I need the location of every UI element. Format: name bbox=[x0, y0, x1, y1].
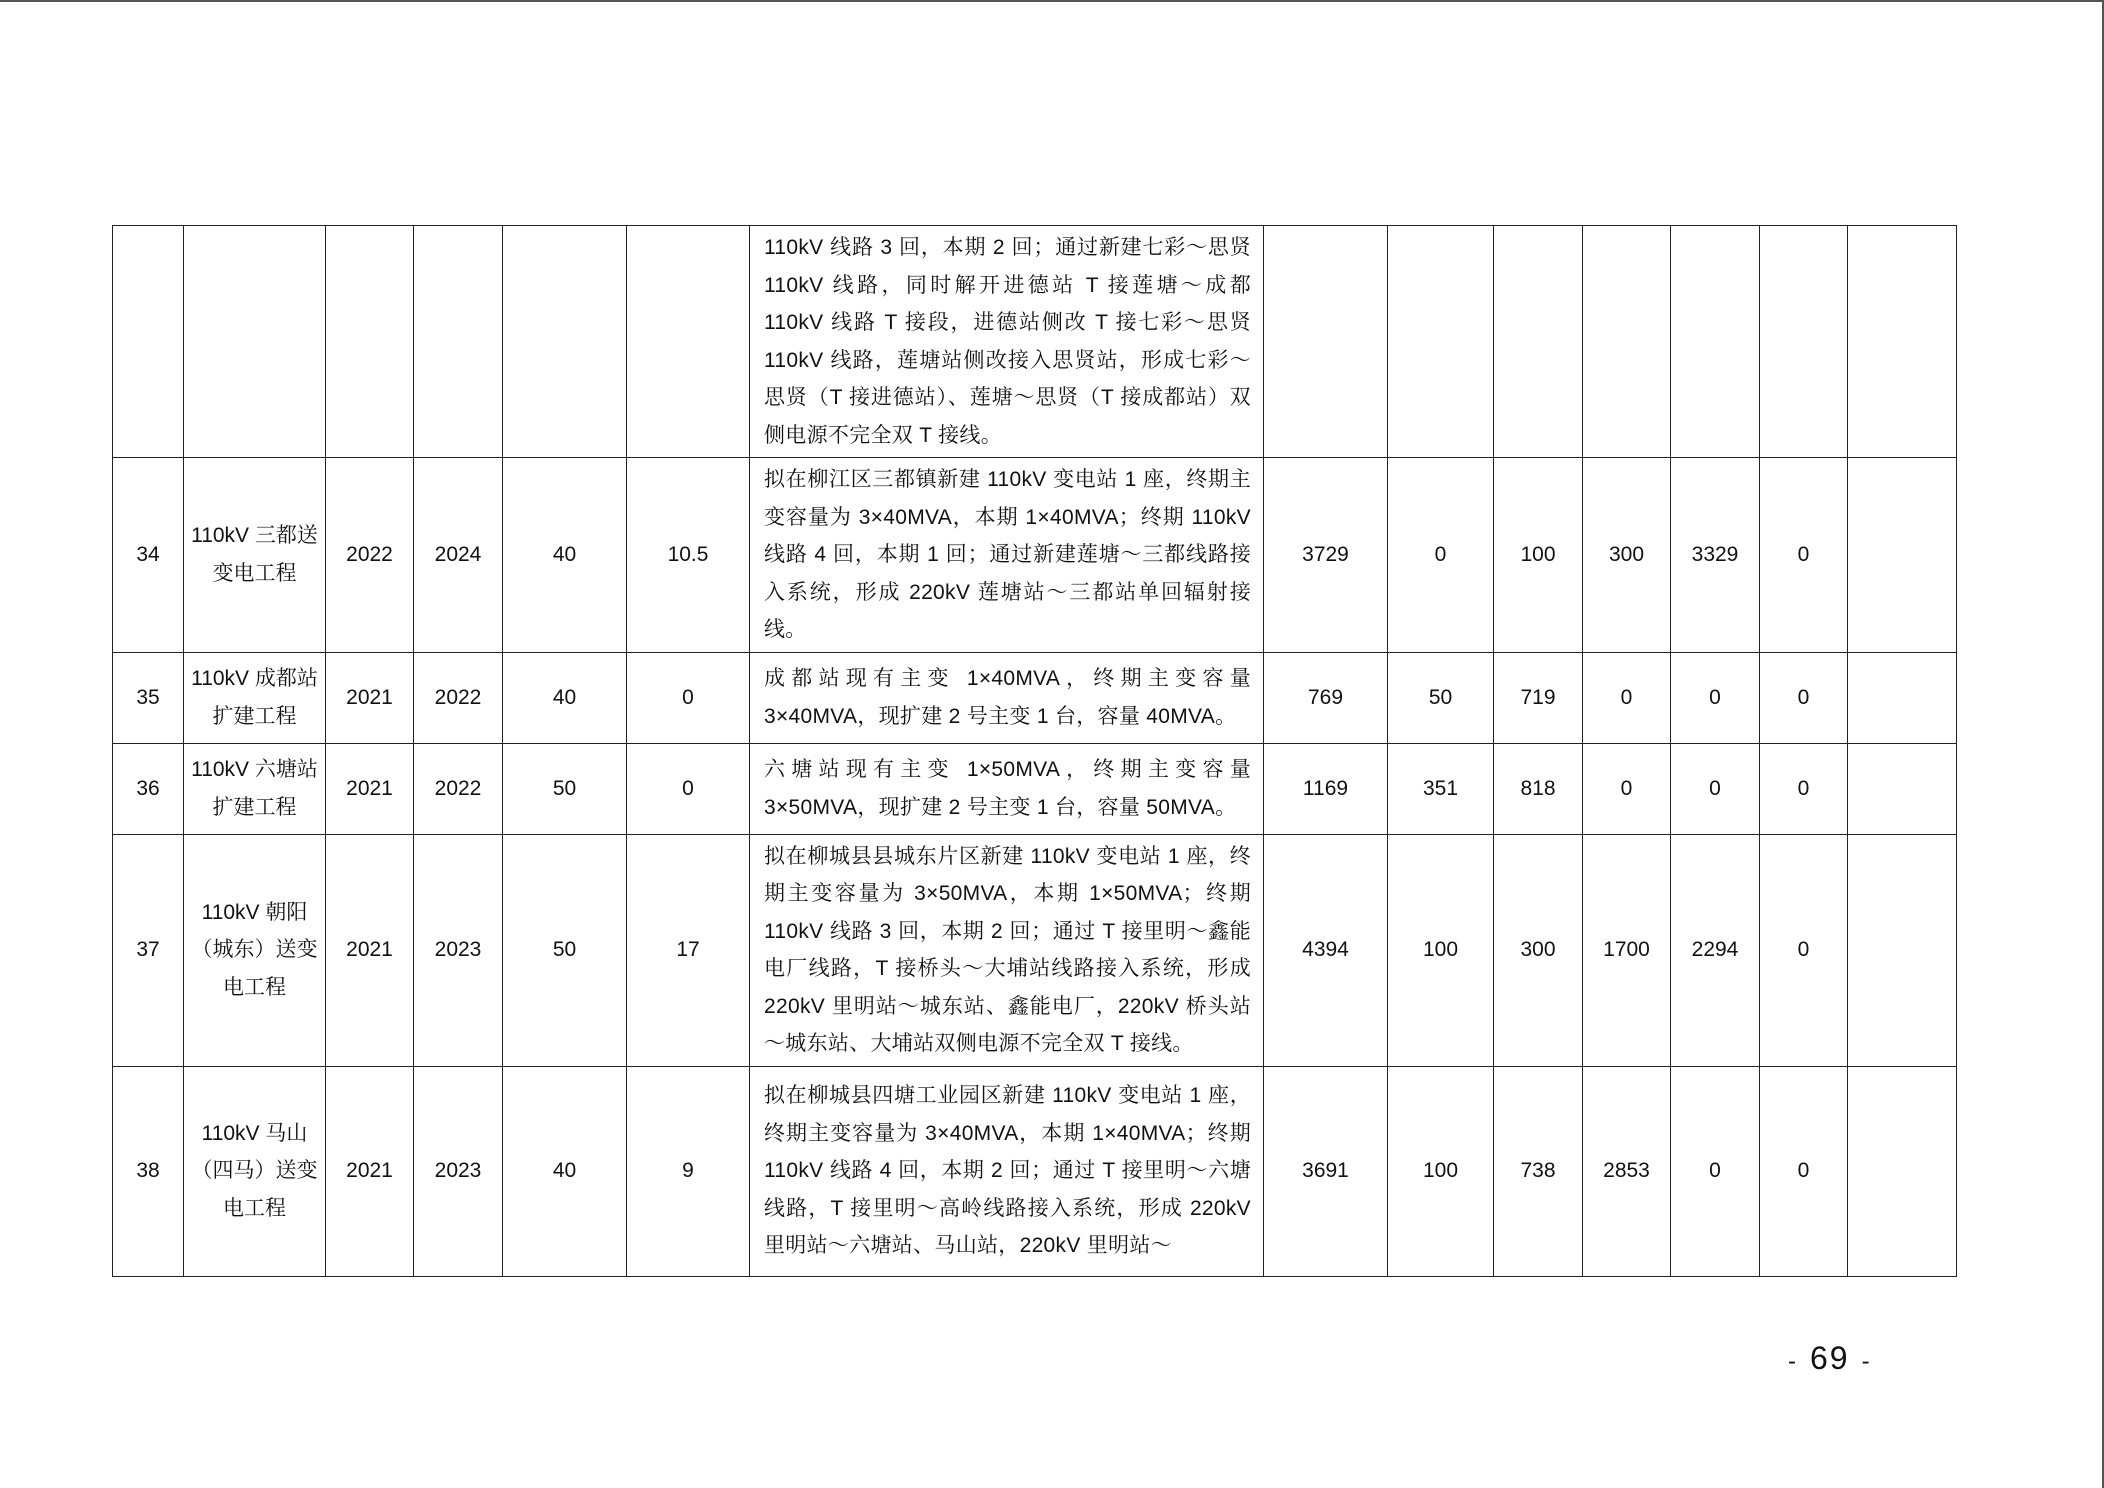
cell-year-1: 100 bbox=[1388, 834, 1494, 1066]
cell-description: 拟在柳城县四塘工业园区新建 110kV 变电站 1 座，终期主变容量为 3×40MVA，本期 1×40MVA；终期 110kV 线路 4 回，本期 2 回；通过 T 接里明～六塘线路，T 接里明～高岭线路接入系统，形成 220kV 里明站～六塘站、马山站，220kV 里明站～ bbox=[750, 1066, 1264, 1276]
cell-total-investment bbox=[1264, 226, 1388, 458]
cell-year-3: 2853 bbox=[1583, 1066, 1671, 1276]
cell-end-year: 2022 bbox=[414, 652, 503, 743]
cell-year-1: 100 bbox=[1388, 1066, 1494, 1276]
cell-note bbox=[1848, 652, 1957, 743]
cell-note bbox=[1848, 743, 1957, 834]
cell-year-2 bbox=[1494, 226, 1583, 458]
cell-year-4: 3329 bbox=[1671, 458, 1760, 653]
cell-description: 六塘站现有主变 1×50MVA，终期主变容量 3×50MVA，现扩建 2 号主变 1 台，容量 50MVA。 bbox=[750, 743, 1264, 834]
cell-project-name: 110kV 马山（四马）送变电工程 bbox=[184, 1066, 326, 1276]
cell-line-length: 0 bbox=[627, 743, 750, 834]
cell-year-3 bbox=[1583, 226, 1671, 458]
cell-line-length: 9 bbox=[627, 1066, 750, 1276]
cell-year-3: 0 bbox=[1583, 652, 1671, 743]
cell-no: 38 bbox=[113, 1066, 184, 1276]
cell-total-investment: 3691 bbox=[1264, 1066, 1388, 1276]
cell-year-3: 0 bbox=[1583, 743, 1671, 834]
cell-no: 34 bbox=[113, 458, 184, 653]
cell-description: 成都站现有主变 1×40MVA，终期主变容量 3×40MVA，现扩建 2 号主变 1 台，容量 40MVA。 bbox=[750, 652, 1264, 743]
cell-year-5: 0 bbox=[1760, 652, 1848, 743]
cell-year-5: 0 bbox=[1760, 834, 1848, 1066]
cell-capacity: 40 bbox=[503, 652, 627, 743]
table-row bbox=[113, 652, 1957, 743]
page-number-value: 69 bbox=[1810, 1340, 1850, 1376]
cell-year-1: 50 bbox=[1388, 652, 1494, 743]
cell-no: 36 bbox=[113, 743, 184, 834]
cell-description: 110kV 线路 3 回，本期 2 回；通过新建七彩～思贤 110kV 线路，同时解开进德站 T 接莲塘～成都 110kV 线路 T 接段，进德站侧改 T 接七彩～思贤 110kV 线路，莲塘站侧改接入思贤站，形成七彩～思贤（T 接进德站）、莲塘～思贤（T 接成都站）双侧电源不完全双 T 接线。 bbox=[750, 226, 1264, 458]
cell-note bbox=[1848, 1066, 1957, 1276]
cell-description: 拟在柳江区三都镇新建 110kV 变电站 1 座，终期主变容量为 3×40MVA，本期 1×40MVA；终期 110kV 线路 4 回，本期 1 回；通过新建莲塘～三都线路接入系统，形成 220kV 莲塘站～三都站单回辐射接线。 bbox=[750, 458, 1264, 653]
cell-start-year: 2021 bbox=[326, 652, 414, 743]
cell-year-4: 0 bbox=[1671, 652, 1760, 743]
cell-end-year: 2023 bbox=[414, 1066, 503, 1276]
cell-start-year: 2021 bbox=[326, 1066, 414, 1276]
cell-line-length bbox=[627, 226, 750, 458]
cell-total-investment: 1169 bbox=[1264, 743, 1388, 834]
cell-year-1 bbox=[1388, 226, 1494, 458]
cell-no: 37 bbox=[113, 834, 184, 1066]
project-table bbox=[112, 225, 1957, 1277]
cell-no bbox=[113, 226, 184, 458]
cell-capacity: 50 bbox=[503, 834, 627, 1066]
cell-year-4: 0 bbox=[1671, 1066, 1760, 1276]
cell-start-year: 2022 bbox=[326, 458, 414, 653]
cell-year-3: 300 bbox=[1583, 458, 1671, 653]
page-top-border bbox=[0, 0, 2104, 2]
cell-no: 35 bbox=[113, 652, 184, 743]
cell-year-4: 2294 bbox=[1671, 834, 1760, 1066]
cell-year-4: 0 bbox=[1671, 743, 1760, 834]
cell-line-length: 10.5 bbox=[627, 458, 750, 653]
page-number-dash-left: - bbox=[1788, 1348, 1798, 1375]
cell-project-name: 110kV 成都站扩建工程 bbox=[184, 652, 326, 743]
cell-note bbox=[1848, 226, 1957, 458]
cell-total-investment: 769 bbox=[1264, 652, 1388, 743]
cell-capacity: 50 bbox=[503, 743, 627, 834]
cell-total-investment: 3729 bbox=[1264, 458, 1388, 653]
table-row bbox=[113, 226, 1957, 458]
cell-end-year: 2024 bbox=[414, 458, 503, 653]
cell-line-length: 17 bbox=[627, 834, 750, 1066]
cell-year-5: 0 bbox=[1760, 458, 1848, 653]
cell-capacity: 40 bbox=[503, 1066, 627, 1276]
cell-end-year bbox=[414, 226, 503, 458]
cell-year-5: 0 bbox=[1760, 743, 1848, 834]
cell-year-2: 738 bbox=[1494, 1066, 1583, 1276]
cell-project-name: 110kV 六塘站扩建工程 bbox=[184, 743, 326, 834]
cell-year-5: 0 bbox=[1760, 1066, 1848, 1276]
cell-year-2: 818 bbox=[1494, 743, 1583, 834]
cell-year-2: 100 bbox=[1494, 458, 1583, 653]
table-row bbox=[113, 834, 1957, 1066]
cell-note bbox=[1848, 458, 1957, 653]
table-row bbox=[113, 743, 1957, 834]
cell-line-length: 0 bbox=[627, 652, 750, 743]
cell-year-1: 0 bbox=[1388, 458, 1494, 653]
cell-year-2: 300 bbox=[1494, 834, 1583, 1066]
page-number-dash-right: - bbox=[1861, 1348, 1872, 1375]
cell-end-year: 2022 bbox=[414, 743, 503, 834]
cell-capacity bbox=[503, 226, 627, 458]
cell-note bbox=[1848, 834, 1957, 1066]
table-row bbox=[113, 458, 1957, 653]
cell-end-year: 2023 bbox=[414, 834, 503, 1066]
cell-year-3: 1700 bbox=[1583, 834, 1671, 1066]
cell-year-4 bbox=[1671, 226, 1760, 458]
table-row bbox=[113, 1066, 1957, 1276]
cell-capacity: 40 bbox=[503, 458, 627, 653]
cell-year-1: 351 bbox=[1388, 743, 1494, 834]
cell-project-name bbox=[184, 226, 326, 458]
cell-project-name: 110kV 朝阳（城东）送变电工程 bbox=[184, 834, 326, 1066]
cell-year-5 bbox=[1760, 226, 1848, 458]
cell-start-year: 2021 bbox=[326, 834, 414, 1066]
page-number bbox=[1776, 1340, 1884, 1377]
cell-description: 拟在柳城县县城东片区新建 110kV 变电站 1 座，终期主变容量为 3×50MVA，本期 1×50MVA；终期 110kV 线路 3 回，本期 2 回；通过 T 接里明～鑫能电厂线路，T 接桥头～大埔站线路接入系统，形成 220kV 里明站～城东站、鑫能电厂，220kV 桥头站～城东站、大埔站双侧电源不完全双 T 接线。 bbox=[750, 834, 1264, 1066]
cell-project-name: 110kV 三都送变电工程 bbox=[184, 458, 326, 653]
cell-total-investment: 4394 bbox=[1264, 834, 1388, 1066]
cell-year-2: 719 bbox=[1494, 652, 1583, 743]
cell-start-year: 2021 bbox=[326, 743, 414, 834]
cell-start-year bbox=[326, 226, 414, 458]
